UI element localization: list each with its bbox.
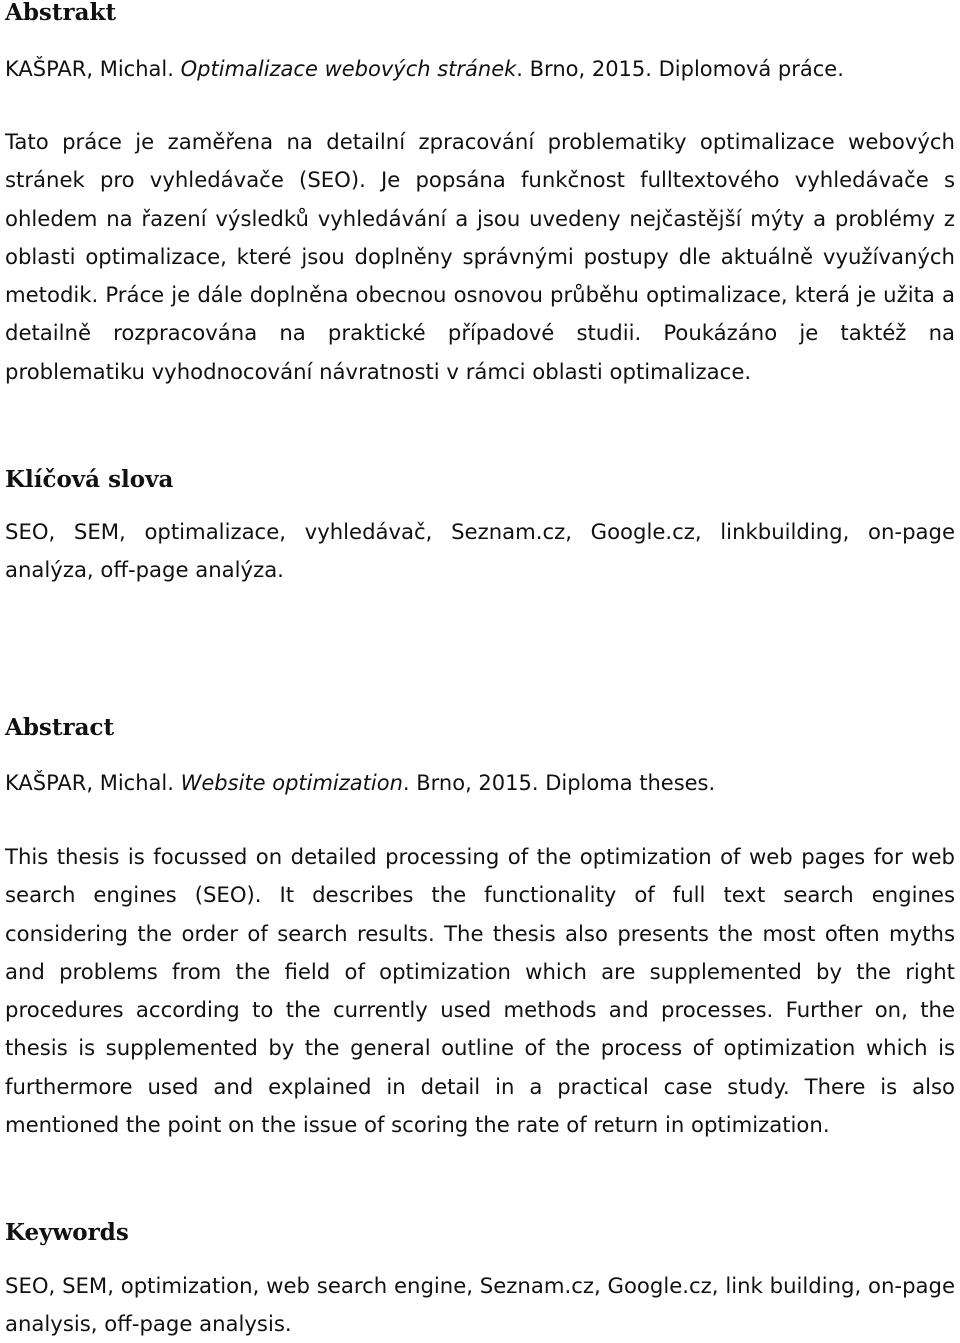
english-abstract-text: This thesis is focussed on detailed processing of the optimization of web pages for web search engines (SEO). It describes the functionality of full text search engines considering the order of search results. The thesis also presents the most often myths and problems from the field of optimization which are supplemented by the right procedures according to the currently used methods and processes. Further on, the thesis is supplemented by the general outline of the process of optimization which is furthermore used and explained in detail in a practical case study. There is also mentioned the point on the issue of scoring the rate of return in optimization. — [5, 844, 955, 1138]
english-citation-author: KAŠPAR, Michal. — [5, 771, 174, 795]
czech-abstract-text: Tato práce je zaměřena na detailní zpracování problematiky optimalizace webových stránek pro vyhledávače (SEO). Je popsána funkčnost fulltextového vyhledávače s ohledem na řazení výsledků vyhledávání a jsou uvedeny nejčastější mýty a problémy z oblasti optimalizace, které jsou doplněny správnými postupy dle aktuálně využívaných metodik. Práce je dále doplněna obecnou osnovou průběhu optimalizace, která je užita a detailně rozpracována na praktické případové studii. Poukázáno je taktéž na problematiku vyhodnocování návratnosti v rámci oblasti optimalizace. — [5, 129, 955, 384]
english-citation-rest: . Brno, 2015. Diploma theses. — [402, 771, 716, 795]
czech-keywords-heading: Klíčová slova — [5, 466, 174, 493]
english-keywords-heading: Keywords — [5, 1219, 129, 1246]
czech-citation-author: KAŠPAR, Michal. — [5, 57, 174, 81]
czech-citation-title: Optimalizace webových stránek — [180, 57, 517, 81]
czech-abstract-heading: Abstrakt — [5, 0, 117, 26]
czech-citation — [5, 54, 844, 84]
english-citation — [5, 768, 715, 798]
czech-citation-rest: . Brno, 2015. Diplomová práce. — [516, 57, 844, 81]
english-citation-title: Website optimization — [180, 771, 403, 795]
english-abstract-heading: Abstract — [5, 714, 115, 741]
english-keywords-text: SEO, SEM, optimization, web search engine, Seznam.cz, Google.cz, link building, on-page analysis, off-page analysis. — [5, 1273, 955, 1336]
czech-keywords-text: SEO, SEM, optimalizace, vyhledávač, Seznam.cz, Google.cz, linkbuilding, on-page analýza, off-page analýza. — [5, 519, 955, 582]
